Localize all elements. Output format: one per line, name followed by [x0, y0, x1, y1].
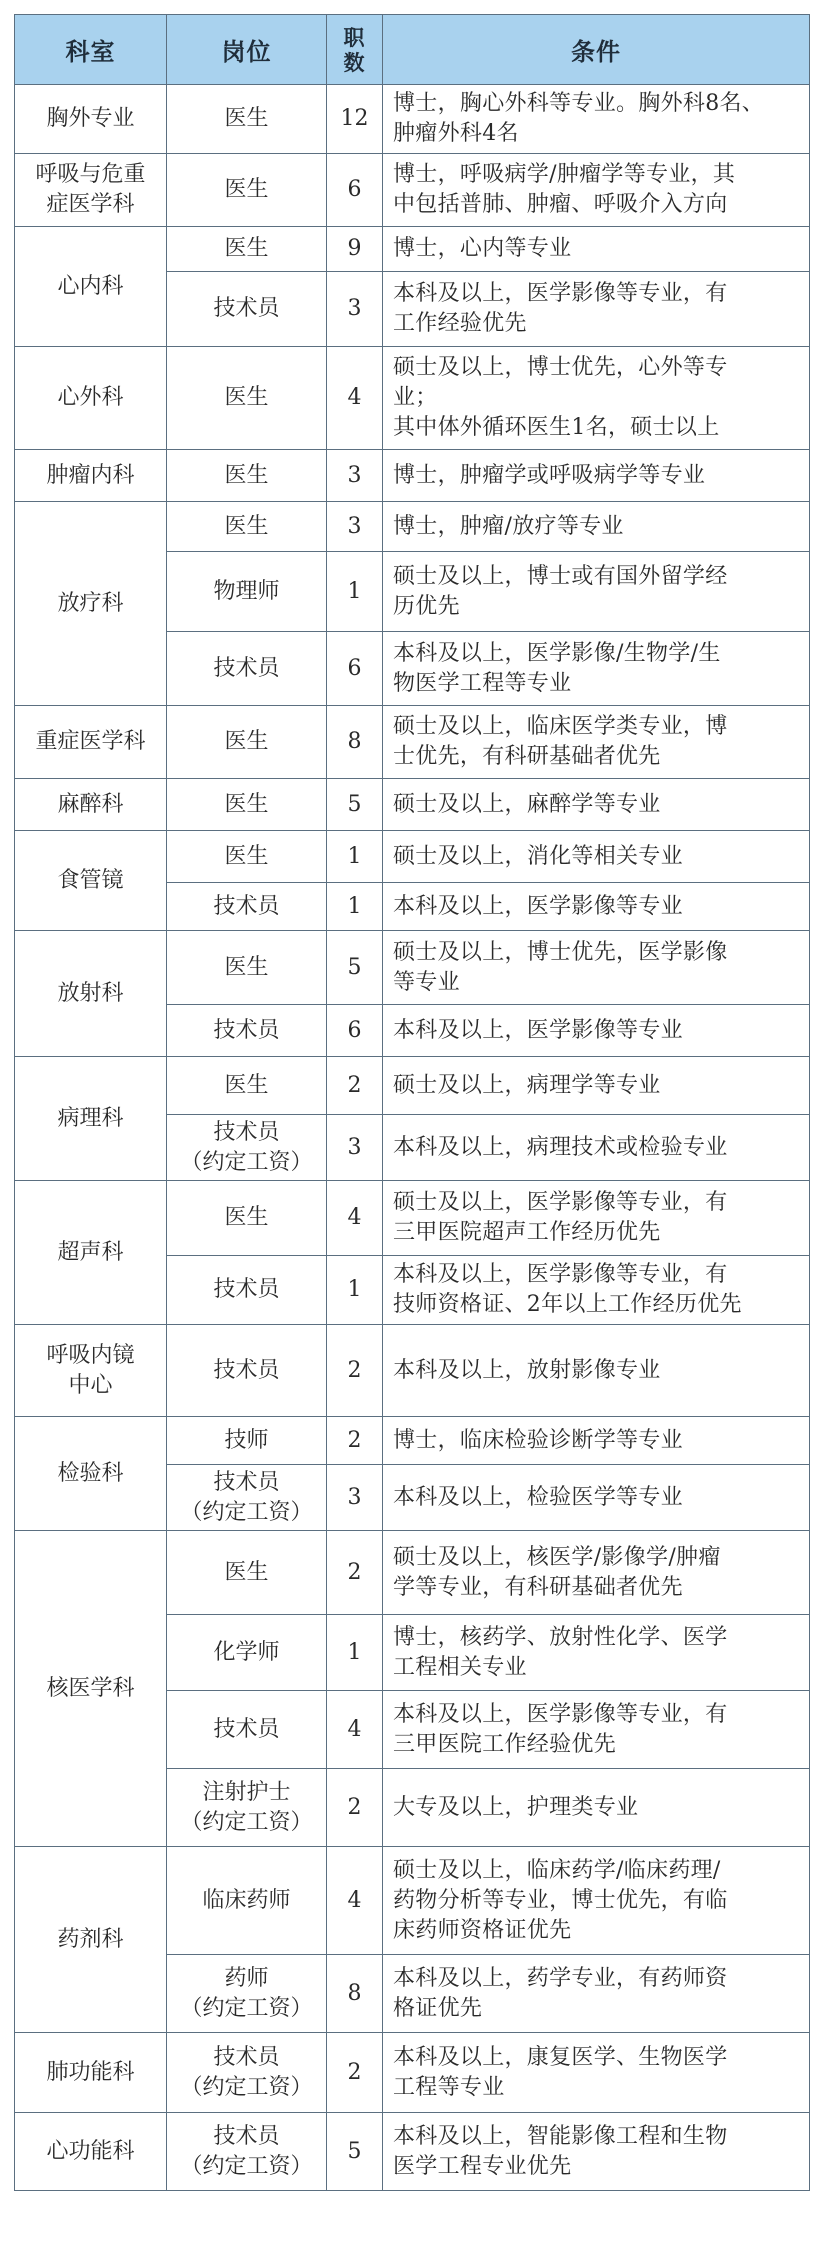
dept-cell [15, 1057, 167, 1181]
dept-cell [15, 154, 167, 227]
position-cell [167, 1847, 327, 1955]
position-cell [167, 2113, 327, 2191]
condition-cell [383, 85, 810, 154]
text-line: 医生 [224, 1559, 269, 1585]
recruitment-table [14, 14, 810, 2191]
condition-cell [383, 1115, 810, 1181]
position-cell [167, 85, 327, 154]
count-cell: 8 [327, 1955, 383, 2033]
condition-cell [383, 1256, 810, 1325]
condition-cell [383, 1325, 810, 1417]
text-line: 化学师 [213, 1639, 280, 1665]
count-cell: 2 [327, 1531, 383, 1615]
position-cell [167, 1465, 327, 1531]
text-line: 超声科 [57, 1239, 124, 1265]
count-cell: 2 [327, 2033, 383, 2113]
position-cell [167, 1531, 327, 1615]
position-cell [167, 779, 327, 831]
recruitment-table-container [14, 14, 809, 2191]
text-line: 技术员 [213, 1017, 280, 1043]
text-line: 心功能科 [46, 2138, 135, 2164]
text-line: 技师资格证、2年以上工作经历优先 [393, 1292, 742, 1317]
text-line: 博士，胸心外科等专业。胸外科8名、 [393, 91, 765, 116]
header-count: 职 数 [327, 15, 383, 85]
text-line: 硕士及以上，博士优先，心外等专 [393, 355, 728, 380]
condition-cell [383, 632, 810, 706]
table-row [15, 1847, 810, 1955]
text-line: 心内科 [57, 273, 124, 299]
text-line: 历优先 [393, 593, 460, 619]
text-line: （约定工资） [180, 1499, 313, 1525]
text-line: 检验科 [57, 1460, 124, 1486]
table-row [15, 706, 810, 779]
text-line: 技术员 [213, 1469, 280, 1495]
count-cell: 1 [327, 831, 383, 883]
text-line: 本科及以上，检验医学等专业 [393, 1484, 683, 1510]
text-line: 本科及以上，医学影像等专业 [393, 893, 683, 919]
text-line: （约定工资） [180, 2153, 313, 2179]
text-line: 本科及以上，医学影像等专业，有 [393, 1262, 728, 1287]
text-line: 博士，肿瘤/放疗等专业 [393, 513, 624, 539]
text-line: 放射科 [57, 980, 124, 1006]
condition-cell [383, 1847, 810, 1955]
position-cell [167, 1181, 327, 1256]
text-line: （约定工资） [180, 1809, 313, 1835]
position-cell [167, 227, 327, 272]
dept-cell [15, 2033, 167, 2113]
text-line: 医生 [224, 385, 269, 410]
count-cell: 2 [327, 1325, 383, 1417]
text-line: 三甲医院超声工作经历优先 [393, 1220, 661, 1245]
text-line: 技术员 [213, 296, 280, 321]
text-line: 呼吸内镜 [46, 1342, 135, 1368]
table-row [15, 1181, 810, 1256]
text-line: 士优先，有科研基础者优先 [393, 744, 661, 769]
condition-cell [383, 1005, 810, 1057]
position-cell [167, 1256, 327, 1325]
count-cell: 5 [327, 779, 383, 831]
condition-cell [383, 1691, 810, 1769]
table-row [15, 1417, 810, 1465]
text-line: 医生 [224, 236, 269, 261]
count-cell: 3 [327, 272, 383, 347]
text-line: 药剂科 [57, 1926, 124, 1952]
condition-cell [383, 1465, 810, 1531]
text-line: 硕士及以上，博士或有国外留学经 [393, 563, 728, 589]
position-cell [167, 706, 327, 779]
text-line: 博士，肿瘤学或呼吸病学等专业 [393, 462, 706, 488]
text-line: 技术员 [213, 2044, 280, 2070]
text-line: 医生 [224, 177, 269, 202]
table-body [15, 85, 810, 2191]
dept-cell [15, 227, 167, 347]
dept-cell [15, 1531, 167, 1847]
text-line: 注射护士 [202, 1779, 291, 1805]
text-line: （约定工资） [180, 1995, 313, 2021]
text-line: 医生 [224, 106, 269, 131]
dept-cell [15, 1417, 167, 1531]
position-cell [167, 831, 327, 883]
text-line: 医学工程专业优先 [393, 2153, 572, 2179]
text-line: 医生 [224, 462, 269, 488]
text-line: 医生 [224, 729, 269, 754]
text-line: 技术员 [213, 2123, 280, 2149]
dept-cell [15, 779, 167, 831]
position-cell [167, 1417, 327, 1465]
text-line: 硕士及以上，核医学/影像学/肿瘤 [393, 1544, 721, 1570]
text-line: 博士，临床检验诊断学等专业 [393, 1427, 683, 1453]
text-line: 本科及以上，药学专业，有药师资 [393, 1965, 728, 1991]
position-cell [167, 450, 327, 502]
table-row [15, 2033, 810, 2113]
text-line: 本科及以上，医学影像/生物学/生 [393, 640, 721, 666]
table-row [15, 85, 810, 154]
text-line: 技术员 [213, 655, 280, 681]
text-line: 食管镜 [57, 867, 124, 893]
condition-cell [383, 779, 810, 831]
table-row [15, 154, 810, 227]
table-row [15, 931, 810, 1005]
position-cell [167, 1691, 327, 1769]
dept-cell [15, 1847, 167, 2033]
condition-cell [383, 552, 810, 632]
text-line: 肺功能科 [46, 2059, 135, 2085]
text-line: 药物分析等专业，博士优先，有临 [393, 1887, 728, 1913]
condition-cell [383, 1955, 810, 2033]
position-cell [167, 1057, 327, 1115]
count-cell: 6 [327, 154, 383, 227]
text-line: 重症医学科 [35, 729, 146, 754]
text-line: （约定工资） [180, 1149, 313, 1175]
position-cell [167, 552, 327, 632]
text-line: 技术员 [213, 1119, 280, 1145]
condition-cell [383, 1181, 810, 1256]
text-line: 技术员 [213, 1716, 280, 1742]
text-line: 博士，核药学、放射性化学、医学 [393, 1624, 728, 1650]
text-line: 硕士及以上，麻醉学等专业 [393, 791, 661, 817]
table-row [15, 1325, 810, 1417]
text-line: 本科及以上，医学影像等专业，有 [393, 1701, 728, 1727]
dept-cell [15, 1325, 167, 1417]
position-cell [167, 883, 327, 931]
table-row [15, 779, 810, 831]
text-line: 博士，呼吸病学/肿瘤学等专业，其 [393, 162, 736, 187]
count-cell: 5 [327, 931, 383, 1005]
condition-cell [383, 347, 810, 450]
count-cell: 2 [327, 1417, 383, 1465]
condition-cell [383, 2113, 810, 2191]
text-line: 本科及以上，康复医学、生物医学 [393, 2044, 728, 2070]
position-cell [167, 931, 327, 1005]
text-line: 工作经验优先 [393, 311, 527, 336]
text-line: 床药师资格证优先 [393, 1917, 572, 1943]
count-cell: 5 [327, 2113, 383, 2191]
position-cell [167, 1615, 327, 1691]
position-cell [167, 1005, 327, 1057]
condition-cell [383, 1615, 810, 1691]
count-cell: 1 [327, 552, 383, 632]
text-line: 格证优先 [393, 1995, 483, 2021]
text-line: 本科及以上，病理技术或检验专业 [393, 1134, 728, 1160]
count-cell: 3 [327, 502, 383, 552]
count-cell: 3 [327, 1115, 383, 1181]
count-cell: 8 [327, 706, 383, 779]
text-line: 医生 [224, 954, 269, 980]
condition-cell [383, 706, 810, 779]
count-cell: 4 [327, 1847, 383, 1955]
position-cell [167, 2033, 327, 2113]
text-line: 医生 [224, 1205, 269, 1230]
condition-cell [383, 272, 810, 347]
position-cell [167, 1769, 327, 1847]
count-cell: 12 [327, 85, 383, 154]
count-cell: 9 [327, 227, 383, 272]
text-line: 医生 [224, 1072, 269, 1098]
header-position: 岗位 [167, 15, 327, 85]
header-condition: 条件 [383, 15, 810, 85]
text-line: 业； [393, 385, 438, 410]
dept-cell [15, 85, 167, 154]
count-cell: 2 [327, 1769, 383, 1847]
condition-cell [383, 831, 810, 883]
text-line: 技术员 [213, 893, 280, 919]
header-dept: 科室 [15, 15, 167, 85]
table-row [15, 831, 810, 883]
text-line: 本科及以上，医学影像等专业 [393, 1017, 683, 1043]
count-cell: 4 [327, 347, 383, 450]
table-row [15, 1057, 810, 1115]
text-line: 心外科 [57, 385, 124, 410]
text-line: 三甲医院工作经验优先 [393, 1731, 617, 1757]
text-line: 呼吸与危重 [35, 162, 146, 187]
dept-cell [15, 502, 167, 706]
condition-cell [383, 227, 810, 272]
text-line: 本科及以上，医学影像等专业，有 [393, 281, 728, 306]
text-line: 肿瘤外科4名 [393, 121, 519, 146]
text-line: 症医学科 [46, 192, 135, 217]
position-cell [167, 1955, 327, 2033]
text-line: 物医学工程等专业 [393, 670, 572, 696]
text-line: 放疗科 [57, 590, 124, 616]
table-row [15, 347, 810, 450]
text-line: 等专业 [393, 969, 460, 995]
count-cell: 3 [327, 450, 383, 502]
condition-cell [383, 1057, 810, 1115]
condition-cell [383, 154, 810, 227]
text-line: 学等专业，有科研基础者优先 [393, 1574, 683, 1600]
count-cell: 3 [327, 1465, 383, 1531]
text-line: 技师 [224, 1427, 269, 1453]
text-line: 临床药师 [202, 1887, 291, 1913]
count-cell: 6 [327, 1005, 383, 1057]
text-line: 医生 [224, 513, 269, 539]
position-cell [167, 154, 327, 227]
position-cell [167, 1325, 327, 1417]
dept-cell [15, 1181, 167, 1325]
table-row [15, 1531, 810, 1615]
text-line: 硕士及以上，临床药学/临床药理/ [393, 1857, 721, 1883]
count-cell: 4 [327, 1181, 383, 1256]
dept-cell [15, 931, 167, 1057]
text-line: 物理师 [213, 578, 280, 604]
condition-cell [383, 1769, 810, 1847]
condition-cell [383, 1417, 810, 1465]
text-line: 医生 [224, 791, 269, 817]
text-line: 硕士及以上，博士优先，医学影像 [393, 939, 728, 965]
text-line: 药师 [224, 1965, 269, 1991]
count-cell: 2 [327, 1057, 383, 1115]
text-line: 麻醉科 [57, 791, 124, 817]
dept-cell [15, 2113, 167, 2191]
position-cell [167, 632, 327, 706]
text-line: 中心 [68, 1372, 113, 1398]
condition-cell [383, 450, 810, 502]
position-cell [167, 347, 327, 450]
text-line: （约定工资） [180, 2074, 313, 2100]
text-line: 其中体外循环医生1名，硕士以上 [393, 415, 720, 440]
position-cell [167, 272, 327, 347]
text-line: 硕士及以上，病理学等专业 [393, 1072, 661, 1098]
text-line: 肿瘤内科 [46, 462, 135, 488]
dept-cell [15, 347, 167, 450]
text-line: 技术员 [213, 1357, 280, 1383]
count-cell: 6 [327, 632, 383, 706]
count-cell: 1 [327, 1615, 383, 1691]
count-cell: 1 [327, 1256, 383, 1325]
table-header [15, 15, 810, 85]
text-line: 工程等专业 [393, 2074, 505, 2100]
text-line: 中包括普肺、肿瘤、呼吸介入方向 [393, 192, 728, 217]
count-cell: 4 [327, 1691, 383, 1769]
text-line: 博士，心内等专业 [393, 236, 572, 261]
text-line: 技术员 [213, 1277, 280, 1302]
dept-cell [15, 831, 167, 931]
table-row [15, 227, 810, 272]
position-cell [167, 1115, 327, 1181]
text-line: 本科及以上，智能影像工程和生物 [393, 2123, 728, 2149]
position-cell [167, 502, 327, 552]
text-line: 医生 [224, 843, 269, 869]
condition-cell [383, 1531, 810, 1615]
table-row [15, 450, 810, 502]
condition-cell [383, 502, 810, 552]
text-line: 核医学科 [46, 1675, 135, 1701]
dept-cell [15, 450, 167, 502]
text-line: 病理科 [57, 1105, 124, 1131]
table-row [15, 502, 810, 552]
text-line: 大专及以上，护理类专业 [393, 1794, 639, 1820]
condition-cell [383, 883, 810, 931]
text-line: 硕士及以上，临床医学类专业，博 [393, 714, 728, 739]
table-row [15, 2113, 810, 2191]
text-line: 硕士及以上，医学影像等专业，有 [393, 1190, 728, 1215]
header-row [15, 15, 810, 85]
text-line: 硕士及以上，消化等相关专业 [393, 843, 683, 869]
dept-cell [15, 706, 167, 779]
text-line: 工程相关专业 [393, 1654, 527, 1680]
text-line: 胸外专业 [46, 106, 135, 131]
condition-cell [383, 2033, 810, 2113]
condition-cell [383, 931, 810, 1005]
text-line: 本科及以上，放射影像专业 [393, 1357, 661, 1383]
count-cell: 1 [327, 883, 383, 931]
